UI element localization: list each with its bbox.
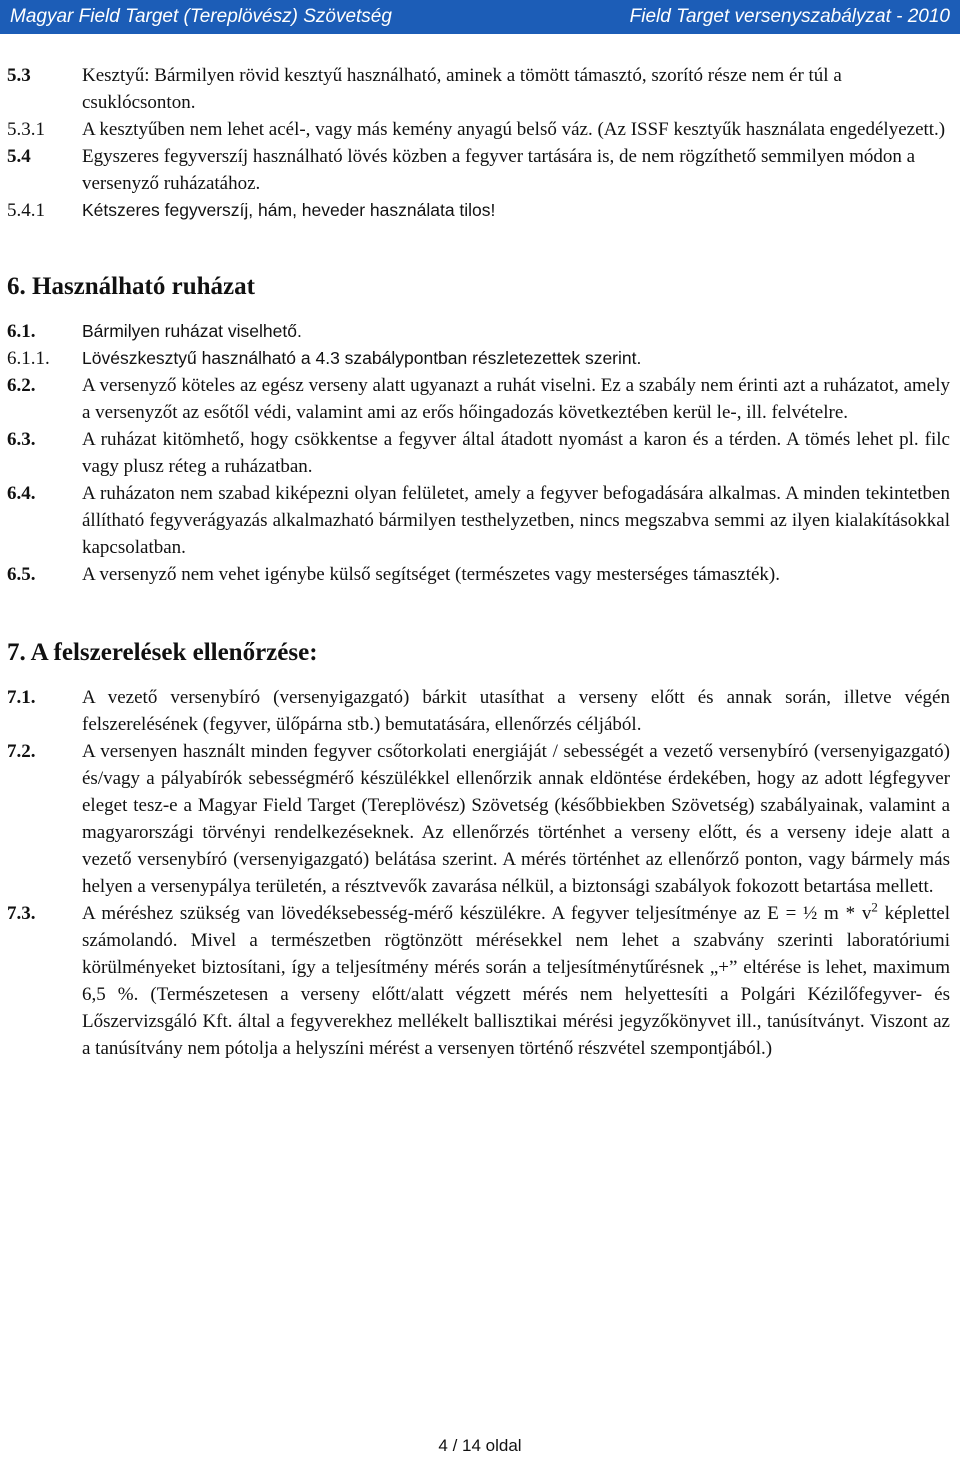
rule-5-4 — [0, 143, 960, 197]
page-header — [0, 0, 960, 34]
rule-number: 6.1. — [7, 321, 36, 342]
rule-text — [82, 900, 960, 1062]
rule-5-4-1 — [0, 197, 960, 224]
rule-text: A ruházaton nem szabad kiképezni olyan felületet, amely a fegyver befogadására alkalmas. A minden tekintetben állítható fegyverágyazás alkalmazható bármilyen testhelyzetben, nincs megszabva semmi az ilyen kialakításokkal kapcsolatban. — [82, 483, 950, 558]
rule-text: A ruházat kitömhető, hogy csökkentse a fegyver által átadott nyomást a karon és a térden. A tömés lehet pl. filc vagy plusz réteg a ruházatban. — [82, 429, 950, 477]
rule-6-1 — [0, 318, 960, 345]
rule-text-part-a: A méréshez szükség van lövedéksebesség-mérő készülékre. A fegyver teljesítménye az E = ½ m * v — [82, 903, 872, 924]
rule-number: 5.3.1 — [7, 119, 45, 140]
rule-6-5 — [0, 561, 960, 588]
rule-6-1-1 — [0, 345, 960, 372]
rule-number: 7.2. — [7, 741, 36, 762]
document-body — [0, 62, 960, 1062]
rule-number: 5.4.1 — [7, 200, 45, 221]
rule-number: 7.3. — [7, 903, 36, 924]
rule-text: A versenyen használt minden fegyver csőtorkolati energiáját / sebességét a vezető versenybíró (versenyigazgató) és/vagy a pályabírók sebességmérő készülékkel ellenőrzik annak eldöntése érdekében, hogy az adott légfegyver eleget tesz-e a Magyar Field Target (Tereplövész) Szövetség (későbbiekben Szövetség) szabályainak, valamint a magyarországi törvényi rendelkezéseknek. Az ellenőrzés történhet a verseny előtt, és a verseny ideje alatt a vezető versenybíró (versenyigazgató) belátása szerint. A mérés történhet az ellenőrző ponton, vagy bármely más helyen a versenypálya területén, a résztvevők zavarása nélkül, a biztonsági szabályok fokozott betartása mellett. — [82, 741, 950, 897]
rule-text: Kétszeres fegyverszíj, hám, heveder használata tilos! — [82, 200, 496, 220]
rule-number: 7.1. — [7, 687, 36, 708]
section-heading-6: 6. Használható ruházat — [7, 273, 255, 300]
rule-text-part-b: képlettel számolandó. Mivel a természetben rögtönzött mérésekkel nem lehet a szabvány szerinti laboratóriumi körülményeket biztosítani, így a teljesítmény mérés során a teljesítménytűrésnek „+” eltérése is lehet, maximum 6,5 %. (Természetesen a verseny előtt/alatt végzett mérés nem helyettesíti a Polgári Kézilőfegyver- és Lőszervizsgáló Kft. által a fegyverekhez mellékelt ballisztikai mérési jegyzőkönyvet ill., tanúsítványt. Viszont az a tanúsítvány nem pótolja a helyszíni mérést a versenyen történő részvétel szempontjából.) — [82, 903, 950, 1059]
section-heading-7: 7. A felszerelések ellenőrzése: — [7, 639, 318, 666]
page-number: 4 / 14 oldal — [438, 1436, 522, 1455]
rule-text: Egyszeres fegyverszíj használható lövés közben a fegyver tartására is, de nem rögzíthető semmilyen módon a versenyző ruházatához. — [82, 146, 916, 194]
rule-6-2 — [0, 372, 960, 426]
rule-number: 6.4. — [7, 483, 36, 504]
rule-number: 6.5. — [7, 564, 36, 585]
rule-text: Kesztyű: Bármilyen rövid kesztyű használható, aminek a tömött támasztó, szorító része nem ér túl a csuklócsonton. — [82, 65, 842, 113]
rule-7-1 — [0, 684, 960, 738]
rule-number: 6.2. — [7, 375, 36, 396]
rule-text: Lövészkesztyű használható a 4.3 szabálypontban részletezettek szerint. — [82, 348, 642, 368]
rule-text: Bármilyen ruházat viselhető. — [82, 321, 302, 341]
rule-number: 5.3 — [7, 65, 31, 86]
rule-text: A vezető versenybíró (versenyigazgató) bárkit utasíthat a verseny előtt és annak során, illetve végén felszerelésének (fegyver, ülőpárna stb.) bemutatására, ellenőrzés céljából. — [82, 687, 950, 735]
rule-text: A versenyző köteles az egész verseny alatt ugyanazt a ruhát viselni. Ez a szabály nem érinti azt a ruházatot, amely a versenyzőt az esőtől védi, valamint ami az erős hőingadozás következtében kerül le-, ill. felvételre. — [82, 375, 950, 423]
rule-text: A versenyző nem vehet igénybe külső segítséget (természetes vagy mesterséges támaszték). — [82, 564, 781, 585]
rule-number: 6.3. — [7, 429, 36, 450]
rule-7-3 — [0, 900, 960, 1062]
rule-5-3 — [0, 62, 960, 116]
header-document-title: Field Target versenyszabályzat - 2010 — [629, 6, 950, 27]
rule-6-3 — [0, 426, 960, 480]
rule-7-2 — [0, 738, 960, 900]
rule-number: 5.4 — [7, 146, 31, 167]
rule-6-4 — [0, 480, 960, 561]
exponent: 2 — [871, 899, 878, 915]
rule-number: 6.1.1. — [7, 348, 50, 369]
rule-5-3-1 — [0, 116, 960, 143]
rule-text: A kesztyűben nem lehet acél-, vagy más kemény anyagú belső váz. (Az ISSF kesztyűk használata engedélyezett.) — [82, 119, 946, 140]
header-organization: Magyar Field Target (Tereplövész) Szövetség — [10, 6, 392, 27]
